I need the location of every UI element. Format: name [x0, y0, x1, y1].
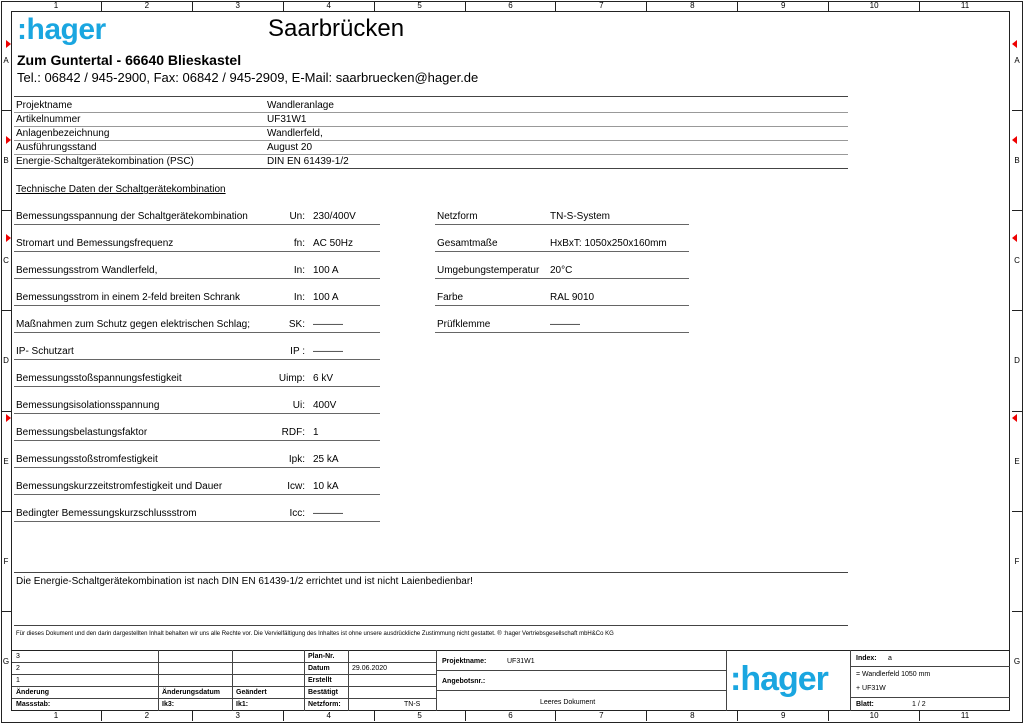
page-title: Saarbrücken — [268, 15, 405, 42]
marker-right-c — [1012, 234, 1017, 242]
column-ruler-top: 1 2 3 4 5 6 7 8 9 10 11 — [11, 1, 1010, 11]
project-label: Artikelnummer — [16, 114, 81, 125]
project-value: Wandlerfeld, — [267, 128, 323, 139]
column-ruler-bottom: 1 2 3 4 5 6 7 8 9 10 11 — [11, 711, 1010, 721]
inner-frame — [11, 11, 1010, 711]
contact-line: Tel.: 06842 / 945-2900, Fax: 06842 / 945-2909, E-Mail: saarbruecken@hager.de — [17, 70, 479, 85]
hager-logo-titleblock: :hager — [730, 660, 828, 698]
divider — [14, 154, 848, 155]
divider — [14, 96, 848, 97]
project-label: Ausführungsstand — [16, 142, 97, 153]
project-label: Anlagenbezeichnung — [16, 128, 110, 139]
project-value: August 20 — [267, 142, 313, 153]
titleblock-top-border — [12, 650, 1010, 651]
divider — [14, 625, 848, 626]
hager-logo: :hager — [17, 13, 106, 46]
project-value: DIN EN 61439-1/2 — [267, 156, 349, 167]
row-ruler-right: A B C D E F G — [1012, 11, 1022, 711]
address: Zum Guntertal - 66640 Blieskastel — [17, 52, 242, 68]
project-label: Energie-Schaltgerätekombination (PSC) — [16, 156, 194, 167]
marker-left-c — [6, 234, 11, 242]
divider — [14, 140, 848, 141]
divider — [14, 126, 848, 127]
copyright-notice: Für dieses Dokument und den darin dargestellten Inhalt behalten wir uns alle Rechte vor. Die Vervielfältigung des Inhaltes ist ohne unsere ausdrückliche Zustimmung nicht gestattet. ® :hager Vertriebsgesellschaft mbH&Co KG — [16, 631, 614, 637]
project-value: UF31W1 — [267, 114, 307, 125]
marker-left-a — [6, 40, 11, 48]
divider — [14, 168, 848, 169]
marker-left-b — [6, 136, 11, 144]
row-ruler-left: A B C D E F G — [1, 11, 11, 711]
safety-notice: Die Energie-Schaltgerätekombination ist nach DIN EN 61439-1/2 errichtet und ist nicht Laienbedienbar! — [16, 576, 473, 587]
project-value: Wandleranlage — [267, 100, 334, 111]
section-title: Technische Daten der Schaltgerätekombination — [16, 184, 226, 195]
project-label: Projektname — [16, 100, 73, 111]
marker-right-a — [1012, 40, 1017, 48]
divider — [14, 112, 848, 113]
marker-left-e — [6, 414, 11, 422]
marker-right-b — [1012, 136, 1017, 144]
marker-right-e — [1012, 414, 1017, 422]
divider — [14, 572, 848, 573]
